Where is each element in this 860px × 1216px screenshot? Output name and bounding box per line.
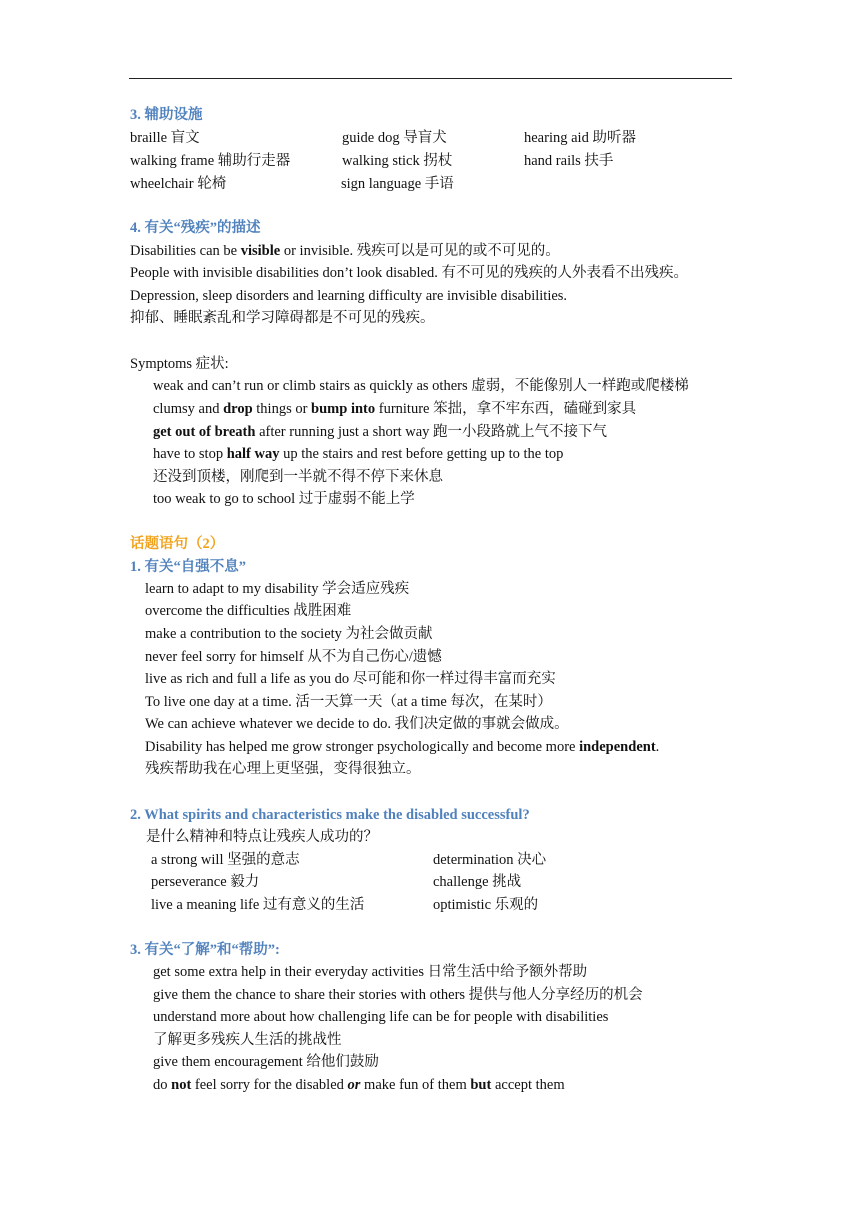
vocab-item: perseverance 毅力 xyxy=(151,874,260,890)
symptoms-heading: Symptoms 症状: xyxy=(130,356,229,372)
phrase-item: give them encouragement 给他们鼓励 xyxy=(153,1054,379,1070)
phrase-item: get some extra help in their everyday activities 日常生活中给予额外帮助 xyxy=(153,964,588,980)
phrase-item: Disability has helped me grow stronger psychologically and become more independent. xyxy=(145,739,660,755)
vocab-item: braille 盲文 xyxy=(130,130,200,146)
header-rule xyxy=(129,78,732,79)
symptom-item: clumsy and drop things or bump into furniture 笨拙，拿不牢东西，磕碰到家具 xyxy=(153,401,637,417)
phrase-item: never feel sorry for himself 从不为自己伤心/遗憾 xyxy=(145,649,442,665)
vocab-item: wheelchair 轮椅 xyxy=(130,176,227,192)
vocab-item: guide dog 导盲犬 xyxy=(342,130,447,146)
phrase-item: understand more about how challenging life can be for people with disabilities xyxy=(153,1009,609,1025)
symptom-item: get out of breath after running just a short way 跑一小段路就上气不接下气 xyxy=(153,424,608,440)
section-heading-aids: 3. 辅助设施 xyxy=(130,107,203,123)
vocab-item: optimistic 乐观的 xyxy=(433,897,539,913)
text-line: Depression, sleep disorders and learning difficulty are invisible disabilities. xyxy=(130,288,568,304)
phrase-item: give them the chance to share their stories with others 提供与他人分享经历的机会 xyxy=(153,987,643,1003)
phrase-item: 了解更多残疾人生活的挑战性 xyxy=(153,1032,342,1048)
phrase-item: live as rich and full a life as you do 尽可能和你一样过得丰富而充实 xyxy=(145,671,556,687)
vocab-item: hand rails 扶手 xyxy=(524,153,614,169)
text-line: 是什么精神和特点让残疾人成功的？ xyxy=(146,829,378,845)
phrase-item: learn to adapt to my disability 学会适应残疾 xyxy=(145,581,410,597)
vocab-item: live a meaning life 过有意义的生活 xyxy=(151,897,365,913)
symptom-item: have to stop half way up the stairs and rest before getting up to the top xyxy=(153,446,564,462)
topic-heading: 话题语句（2） xyxy=(130,536,225,552)
text-line: 抑郁、睡眠紊乱和学习障碍都是不可见的残疾。 xyxy=(130,310,435,326)
phrase-item: To live one day at a time. 活一天算一天（at a time 每次，在某时） xyxy=(145,694,552,710)
vocab-item: a strong will 坚强的意志 xyxy=(151,852,300,868)
text-line: People with invisible disabilities don’t look disabled. 有不可见的残疾的人外表看不出残疾。 xyxy=(130,265,688,281)
symptom-item: too weak to go to school 过于虚弱不能上学 xyxy=(153,491,415,507)
phrase-item: We can achieve whatever we decide to do. 我们决定做的事就会做成。 xyxy=(145,716,569,732)
section-heading-help: 3. 有关“了解”和“帮助”: xyxy=(130,942,280,958)
phrase-item: overcome the difficulties 战胜困难 xyxy=(145,603,352,619)
phrase-item: do not feel sorry for the disabled or make fun of them but accept them xyxy=(153,1077,565,1093)
phrase-item: make a contribution to the society 为社会做贡献 xyxy=(145,626,433,642)
vocab-item: walking stick 拐杖 xyxy=(342,153,453,169)
vocab-item: challenge 挑战 xyxy=(433,874,522,890)
vocab-item: hearing aid 助听器 xyxy=(524,130,636,146)
vocab-item: walking frame 辅助行走器 xyxy=(130,153,291,169)
section-heading-self-improvement: 1. 有关“自强不息” xyxy=(130,559,246,575)
text-line: Disabilities can be visible or invisible. 残疾可以是可见的或不可见的。 xyxy=(130,243,560,259)
vocab-item: sign language 手语 xyxy=(341,176,454,192)
vocab-item: determination 决心 xyxy=(433,852,547,868)
symptom-item: weak and can’t run or climb stairs as quickly as others 虚弱，不能像别人一样跑或爬楼梯 xyxy=(153,378,689,394)
section-heading-descriptions: 4. 有关“残疾”的描述 xyxy=(130,220,261,236)
symptom-item: 还没到顶楼，刚爬到一半就不得不停下来休息 xyxy=(153,469,443,485)
section-heading-spirits: 2. What spirits and characteristics make the disabled successful? xyxy=(130,807,530,823)
phrase-item: 残疾帮助我在心理上更坚强，变得很独立。 xyxy=(145,761,421,777)
